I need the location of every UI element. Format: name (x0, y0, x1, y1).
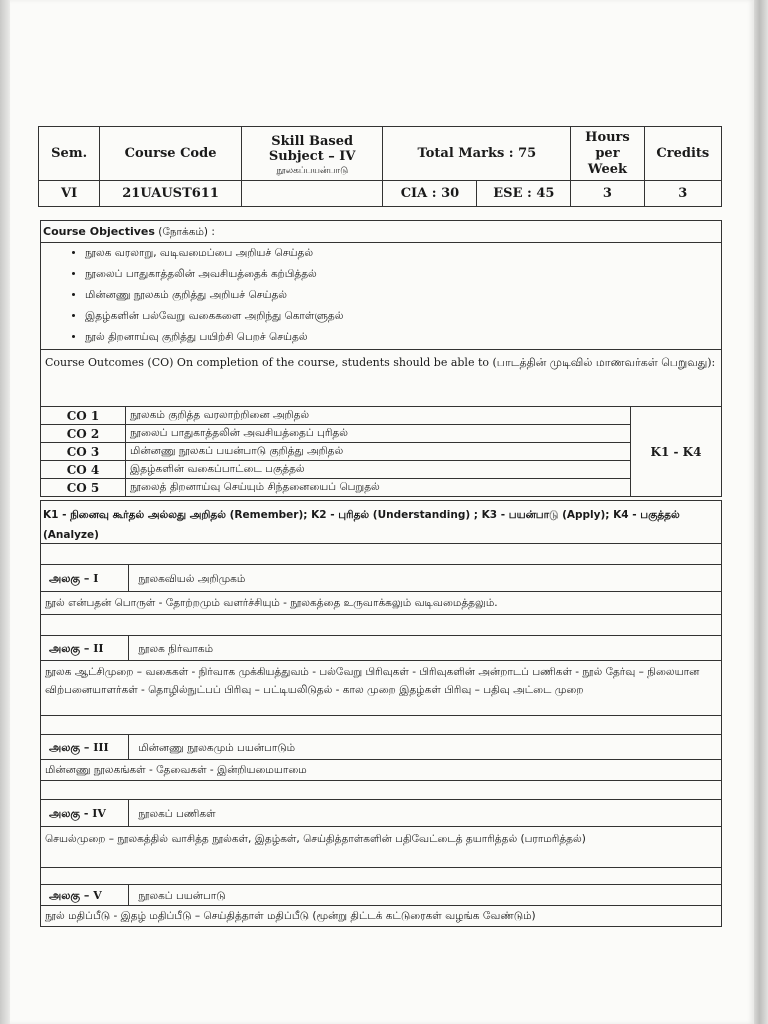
objective-item: • நூல் திறனாய்வு குறித்து பயிற்சி பெறச் செய்தல் (85, 327, 721, 348)
unit-label: அலகு – V (41, 885, 129, 905)
credits-value: 3 (644, 181, 721, 207)
course-outcomes-table (40, 406, 722, 497)
unit-content: மின்னணு நூலகங்கள் - தேவைகள் - இன்றியமையாமை (45, 764, 307, 776)
cia-value: CIA : 30 (383, 181, 477, 207)
spacer-row (40, 543, 722, 565)
hours-label-text: Hours per Week (585, 129, 630, 177)
page-left-edge (0, 0, 10, 1024)
unit-label: அலகு - IV (41, 800, 129, 826)
subject-label: Skill Based Subject – IV (268, 134, 356, 164)
spacer-row (40, 780, 722, 800)
unit-title: மின்னணு நூலகமும் பயன்பாடும் (138, 742, 296, 754)
subject-cell (241, 127, 383, 181)
unit-1-content (40, 591, 722, 615)
outcomes-intro: Course Outcomes (CO) On completion of the course, students should be able to (பாடத்தின் முடிவில் மாணவர்கள் பெறுவது): (45, 356, 716, 369)
co-code: CO 3 (41, 443, 126, 461)
unit-content: நூல் மதிப்பீடு - இதழ் மதிப்பீடு – செய்தித்தாள் மதிப்பீடு (மூன்று திட்டக் கட்டுரைகள் வழங்க வேண்டும்) (45, 910, 536, 922)
spacer-row (40, 614, 722, 636)
objective-item: • நூலைப் பாதுகாத்தலின் அவசியத்தைக் கற்பித்தல் (85, 264, 721, 285)
unit-2-header (40, 635, 722, 661)
unit-4-content (40, 826, 722, 868)
hours-label (571, 127, 644, 181)
co-code: CO 5 (41, 479, 126, 497)
hours-value: 3 (571, 181, 644, 207)
objectives-heading (41, 221, 721, 243)
page-right-edge (754, 0, 768, 1024)
unit-3-header (40, 734, 722, 760)
objective-item: • மின்னணு நூலகம் குறித்து அறியச் செய்தல் (85, 285, 721, 306)
subject-tamil: நூலகப்பயன்பாடு (276, 166, 349, 176)
unit-5-content (40, 905, 722, 927)
credits-label: Credits (644, 127, 721, 181)
objective-item: • நூலக வரலாறு, வடிவமைப்பை அறியச் செய்தல் (85, 243, 721, 264)
course-header-table (38, 126, 722, 207)
subject-empty (241, 181, 383, 207)
spacer-row (40, 867, 722, 885)
co-text: நூலகம் குறித்த வரலாற்றினை அறிதல் (126, 407, 631, 425)
levels-note: K1 - நினைவு கூர்தல் அல்லது அறிதல் (Remember); K2 - புரிதல் (Understanding) ; K3 - பயன்பாடு (Apply); K4 - பகுத்தல் (Analyze) (43, 509, 680, 541)
co-code: CO 4 (41, 461, 126, 479)
unit-label: அலகு – II (41, 636, 129, 660)
co-level: K1 - K4 (631, 407, 722, 497)
objective-item: • இதழ்களின் பல்வேறு வகைகளை அறிந்து கொள்ளுதல் (85, 306, 721, 327)
sem-label: Sem. (39, 127, 100, 181)
spacer-row (40, 715, 722, 735)
co-text: இதழ்களின் வகைப்பாட்டை பகுத்தல் (126, 461, 631, 479)
unit-label: அலகு – III (41, 735, 129, 759)
unit-content: செயல்முறை – நூலகத்தில் வாசித்த நூல்கள், இதழ்கள், செய்தித்தாள்களின் பதிவேட்டைத் தயாரித்தல் (பராமரித்தல்) (45, 833, 586, 845)
ese-value: ESE : 45 (477, 181, 571, 207)
course-code-value: 21UAUST611 (100, 181, 242, 207)
course-objectives-box (40, 220, 722, 350)
unit-2-content (40, 660, 722, 716)
co-text: மின்னணு நூலகப் பயன்பாடு குறித்து அறிதல் (126, 443, 631, 461)
outcomes-intro-box (40, 349, 722, 407)
unit-5-header (40, 884, 722, 906)
sem-value: VI (39, 181, 100, 207)
objectives-title: Course Objectives (43, 225, 155, 238)
co-code: CO 1 (41, 407, 126, 425)
levels-note-box (40, 500, 722, 544)
co-code: CO 2 (41, 425, 126, 443)
unit-title: நூலகப் பயன்பாடு (138, 890, 226, 902)
total-marks-label: Total Marks : 75 (383, 127, 571, 181)
unit-label: அலகு – I (41, 565, 129, 591)
unit-3-content (40, 759, 722, 781)
unit-title: நூலக நிர்வாகம் (138, 643, 214, 655)
course-code-label: Course Code (100, 127, 242, 181)
objectives-title-tamil: (நோக்கம்) : (158, 226, 215, 238)
unit-content: நூல் என்பதன் பொருள் - தோற்றமும் வளர்ச்சியும் - நூலகத்தை உருவாக்கலும் வடிவமைத்தலும். (45, 597, 498, 609)
unit-4-header (40, 799, 722, 827)
objectives-list (41, 243, 721, 348)
co-text: நூலைத் திறனாய்வு செய்யும் சிந்தனையைப் பெறுதல் (126, 479, 631, 497)
unit-title: நூலகவியல் அறிமுகம் (138, 573, 246, 585)
unit-content: நூலக ஆட்சிமுறை – வகைகள் - நிர்வாக முக்கியத்துவம் - பல்வேறு பிரிவுகள் - பிரிவுகளின் அன்றாடப் பணிகள் - நூல் தேர்வு – நிலையான விற்பனையாளர்கள் - தொழில்நுட்பப் பிரிவு – பட்டியலிடுதல் - கால முறை இதழ்கள் பிரிவு – பதிவு அட்டை முறை (45, 666, 700, 696)
unit-title: நூலகப் பணிகள் (138, 808, 216, 820)
unit-1-header (40, 564, 722, 592)
co-text: நூலைப் பாதுகாத்தலின் அவசியத்தைப் புரிதல் (126, 425, 631, 443)
